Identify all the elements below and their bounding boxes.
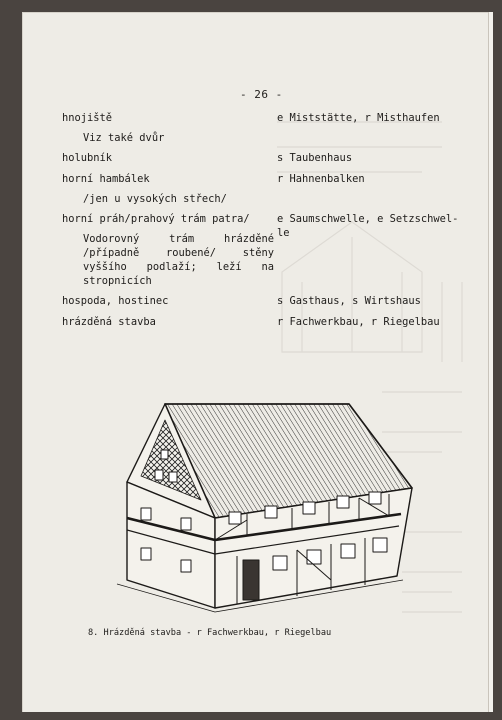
entry-cz-holubnik: holubník	[62, 152, 113, 164]
entry-de-fachwerkbau: r Fachwerkbau, r Riegelbau	[277, 316, 440, 328]
entry-cz-horni-prah: horní práh/prahový trám patra/	[62, 213, 250, 225]
entry-de-hahnenbalken: r Hahnenbalken	[277, 173, 365, 185]
entry-cz-hospoda: hospoda, hostinec	[62, 295, 169, 307]
entry-cz-hnojiste: hnojiště	[62, 112, 113, 124]
entry-de-taubenhaus: s Taubenhaus	[277, 152, 353, 164]
entry-cz-definition	[83, 232, 274, 288]
entry-de-miststatte: e Miststätte, r Misthaufen	[277, 112, 440, 124]
definition-line-4: stropnicích	[83, 275, 152, 287]
half-timbered-house-illustration	[97, 390, 417, 615]
definition-line-3: vyššího podlaží; leží na	[83, 261, 274, 273]
entry-de-saumschwelle-cont: le	[277, 227, 290, 239]
entry-cz-see-also: Viz také dvůr	[83, 132, 165, 144]
figure-caption: 8. Hrázděná stavba - r Fachwerkbau, r Riegelbau	[88, 628, 332, 638]
page-edge	[488, 12, 493, 712]
page-number: - 26 -	[240, 88, 283, 101]
definition-line-2: /případně roubené/ stěny	[83, 247, 274, 259]
definition-line-1: Vodorovný trám hrázděné	[83, 233, 274, 245]
entry-cz-note-high-roofs: /jen u vysokých střech/	[83, 193, 227, 205]
entry-cz-hrazdena-stavba: hrázděná stavba	[62, 316, 156, 328]
document-page	[22, 12, 489, 712]
entry-cz-horni-hambalek: horní hambálek	[62, 173, 150, 185]
entry-de-saumschwelle: e Saumschwelle, e Setzschwel-	[277, 213, 459, 225]
entry-de-gasthaus: s Gasthaus, s Wirtshaus	[277, 295, 421, 307]
